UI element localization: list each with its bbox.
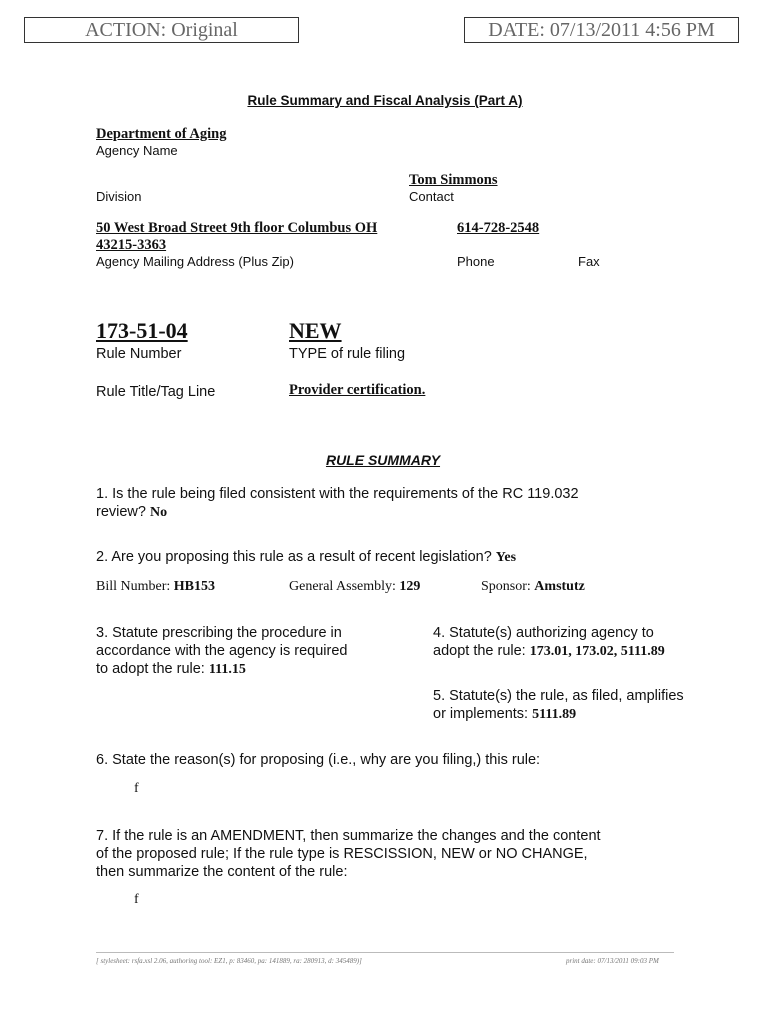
- question-3: [96, 624, 347, 679]
- sponsor: [481, 579, 585, 595]
- footer-print-date: print date: 07/13/2011 09:03 PM: [566, 957, 659, 965]
- footer-stylesheet-info: [ stylesheet: rsfa.xsl 2.06, authoring tool: EZ1, p: 83460, pa: 141889, ra: 280913, d: 345489)]: [96, 957, 362, 965]
- address-label: Agency Mailing Address (Plus Zip): [96, 254, 294, 269]
- phone-value: 614-728-2548: [457, 220, 540, 236]
- contact-value: Tom Simmons: [409, 172, 498, 188]
- question-4-line-2: [433, 642, 665, 661]
- rule-number-value: 173-51-04: [96, 318, 188, 343]
- general-assembly-value: 129: [399, 579, 421, 594]
- rule-type-label: TYPE of rule filing: [289, 346, 406, 362]
- question-4: [433, 624, 665, 661]
- bill-number-value: HB153: [173, 579, 216, 594]
- question-2: [96, 548, 516, 567]
- sponsor-value: Amstutz: [534, 579, 585, 594]
- question-4-line-1: 4. Statute(s) authorizing agency to: [433, 625, 654, 641]
- question-7-line-3: then summarize the content of the rule:: [96, 864, 348, 880]
- contact-label: Contact: [409, 189, 454, 204]
- question-7-answer: f: [134, 892, 139, 907]
- question-4-answer: 173.01, 173.02, 5111.89: [529, 644, 665, 659]
- phone-label: Phone: [457, 254, 495, 269]
- question-1: [96, 485, 579, 522]
- general-assembly: [289, 579, 420, 595]
- question-5: [433, 687, 684, 724]
- date-box: DATE: 07/13/2011 4:56 PM: [464, 17, 739, 43]
- question-7: [96, 827, 601, 881]
- agency-name-value: Department of Aging: [96, 126, 227, 142]
- sponsor-label: Sponsor:: [481, 579, 531, 594]
- action-box: ACTION: Original: [24, 17, 299, 43]
- question-1-line-2: [96, 503, 579, 522]
- question-1-answer: No: [150, 505, 168, 520]
- question-5-line-2: [433, 705, 684, 724]
- question-5-line-1: 5. Statute(s) the rule, as filed, amplifies: [433, 688, 684, 704]
- question-3-text: to adopt the rule:: [96, 661, 205, 677]
- question-3-line-1: 3. Statute prescribing the procedure in: [96, 625, 342, 641]
- question-3-line-3: [96, 660, 347, 679]
- general-assembly-label: General Assembly:: [289, 579, 396, 594]
- question-5-answer: 5111.89: [532, 707, 577, 722]
- page-title: Rule Summary and Fiscal Analysis (Part A): [247, 93, 523, 108]
- question-3-answer: 111.15: [208, 662, 246, 677]
- address-value: [96, 220, 377, 254]
- question-7-line-1: 7. If the rule is an AMENDMENT, then summarize the changes and the content: [96, 828, 601, 844]
- address-line-1: 50 West Broad Street 9th floor Columbus OH: [96, 220, 378, 236]
- agency-name-label: Agency Name: [96, 143, 178, 158]
- question-5-text: or implements:: [433, 706, 529, 722]
- rule-summary-heading: RULE SUMMARY: [325, 452, 441, 468]
- bill-number: [96, 579, 215, 595]
- question-6: 6. State the reason(s) for proposing (i.e., why are you filing,) this rule:: [96, 752, 541, 768]
- rule-title-label: Rule Title/Tag Line: [96, 384, 216, 400]
- rule-title-value: Provider certification.: [289, 382, 426, 398]
- question-3-line-2: accordance with the agency is required: [96, 643, 348, 659]
- division-label: Division: [96, 189, 142, 204]
- question-2-answer: Yes: [495, 550, 517, 565]
- question-1-line-1: 1. Is the rule being filed consistent with the requirements of the RC 119.032: [96, 486, 579, 502]
- address-line-2: 43215-3363: [96, 237, 167, 253]
- fax-label: Fax: [578, 254, 600, 269]
- rule-number-label: Rule Number: [96, 346, 182, 362]
- question-7-line-2: of the proposed rule; If the rule type is RESCISSION, NEW or NO CHANGE,: [96, 846, 588, 862]
- question-2-text: 2. Are you proposing this rule as a result of recent legislation?: [96, 549, 492, 565]
- bill-number-label: Bill Number:: [96, 579, 171, 594]
- rule-type-value: NEW: [289, 318, 342, 343]
- question-6-answer: f: [134, 781, 139, 796]
- footer-divider: [96, 952, 674, 953]
- question-1-text: review?: [96, 504, 146, 520]
- question-4-text: adopt the rule:: [433, 643, 526, 659]
